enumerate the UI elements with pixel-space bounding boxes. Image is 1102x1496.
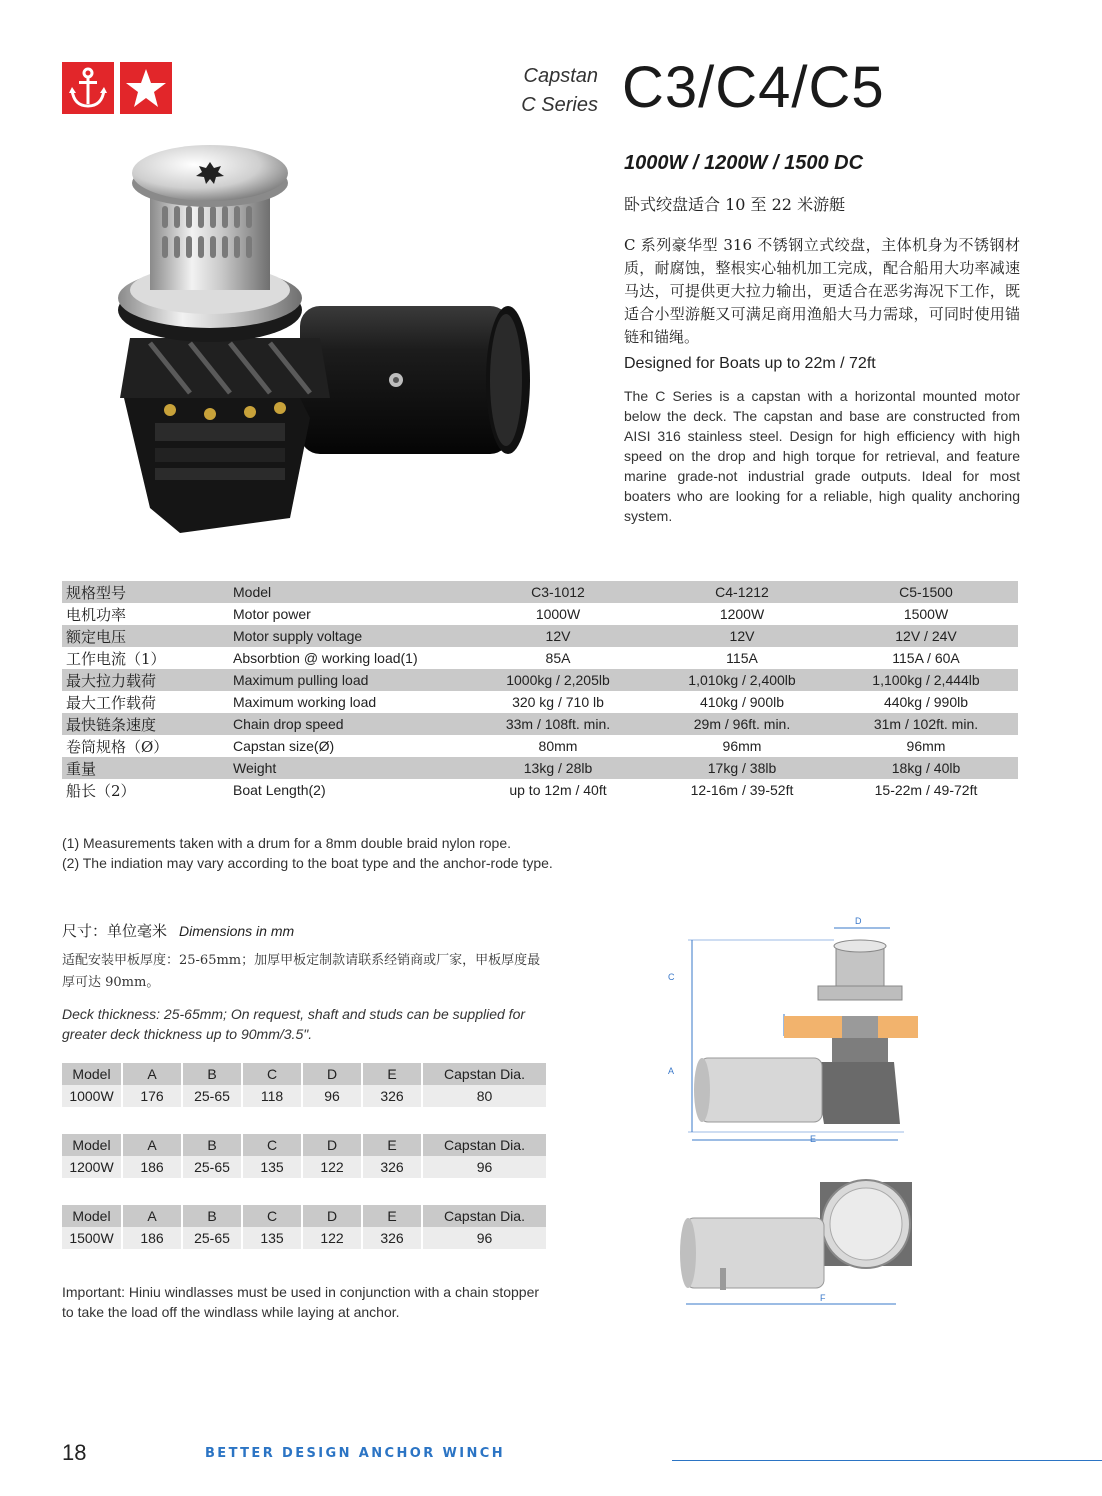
spec-cn-label: 卷筒规格（Ø） — [66, 737, 169, 756]
spec-en-label: Maximum pulling load — [230, 669, 466, 691]
spec-row — [62, 757, 1018, 779]
spec-cn-label: 工作电流（1） — [66, 649, 166, 668]
dimension-header: A — [122, 1063, 182, 1085]
spec-value-c3: 85A — [545, 650, 571, 666]
dimension-header: E — [362, 1134, 422, 1156]
dimension-cell: 326 — [362, 1085, 422, 1107]
series-line-2: C Series — [521, 94, 598, 116]
dimension-header: B — [182, 1134, 242, 1156]
dimension-header-row — [62, 1134, 546, 1156]
spec-value-c4: 1200W — [719, 606, 765, 622]
cn-subtitle: 卧式绞盘适合 10 至 22 米游艇 — [624, 195, 846, 214]
spec-cn-label: 额定电压 — [62, 625, 230, 647]
brand-logo — [62, 62, 172, 114]
spec-value-c5: 12V / 24V — [834, 625, 1018, 647]
dimension-cell: 96 — [422, 1227, 546, 1249]
star-tile — [120, 62, 172, 114]
dimension-header: D — [302, 1205, 362, 1227]
spec-value-c3: 80mm — [538, 738, 578, 754]
dimension-header: Capstan Dia. — [422, 1134, 546, 1156]
spec-row — [62, 625, 1018, 647]
spec-value-c3: 33m / 108ft. min. — [466, 713, 650, 735]
dimensions-heading-cn: 尺寸：单位毫米 — [62, 922, 168, 940]
dimension-cell: 25-65 — [182, 1227, 242, 1249]
dimension-header: B — [182, 1205, 242, 1227]
drawing-label-a: A — [668, 1066, 675, 1076]
dimension-header: A — [122, 1134, 182, 1156]
dimension-drawing — [664, 912, 928, 1322]
dimension-cell: 25-65 — [182, 1156, 242, 1178]
dimension-cell: 96 — [422, 1156, 546, 1178]
spec-value-c4: 115A — [726, 650, 758, 666]
dimension-cell: 186 — [122, 1156, 182, 1178]
spec-value-c5: 15-22m / 49-72ft — [874, 782, 978, 798]
dimension-table-1500w — [62, 1205, 546, 1249]
spec-value-c4: 12-16m / 39-52ft — [690, 782, 794, 798]
spec-cn-label: 规格型号 — [62, 581, 230, 603]
drawing-label-f: F — [820, 1293, 826, 1303]
spec-value-c5: 96mm — [906, 738, 946, 754]
dimension-header: Model — [62, 1063, 122, 1085]
spec-value-c4: 12V — [650, 625, 834, 647]
spec-value-c5: C5-1500 — [834, 581, 1018, 603]
spec-value-c3: 13kg / 28lb — [466, 757, 650, 779]
dimension-cell: 122 — [302, 1156, 362, 1178]
dimension-header: D — [302, 1063, 362, 1085]
series-line-1: Capstan — [523, 65, 598, 87]
dimension-cell: 176 — [122, 1085, 182, 1107]
page-title: C3/C4/C5 — [622, 55, 885, 120]
dimension-cell: 1500W — [62, 1227, 122, 1249]
spec-table — [62, 581, 1018, 801]
footer-tagline: BETTER DESIGN ANCHOR WINCH — [205, 1446, 506, 1461]
spec-row — [62, 713, 1018, 735]
power-rating: 1000W / 1200W / 1500 DC — [624, 152, 864, 174]
spec-cn-label: 最大工作载荷 — [66, 693, 157, 712]
spec-value-c4: C4-1212 — [650, 581, 834, 603]
dimension-cell: 80 — [422, 1085, 546, 1107]
dimension-header: C — [242, 1134, 302, 1156]
spec-value-c4: 17kg / 38lb — [650, 757, 834, 779]
dimension-table-1000w — [62, 1063, 546, 1107]
dimension-header: E — [362, 1205, 422, 1227]
en-description: The C Series is a capstan with a horizontal mounted motor below the deck. The capstan and base are constructed from AISI 316 stainless steel. Design for high efficiency with high speed on the drop and high torque for retrieval, and feature marine grade-not industrial grade outputs. Ideal for most boaters who are looking for a reliable, high quality anchoring system. — [624, 388, 1020, 524]
spec-en-label: Absorbtion @ working load(1) — [233, 650, 418, 666]
capstan-product-image — [110, 128, 540, 548]
cn-description: C 系列豪华型 316 不锈钢立式绞盘，主体机身为不锈钢材质，耐腐蚀，整根实心轴机加工完成，配合船用大功率减速马达，可提供更大拉力输出，更适合在恶劣海况下工作，既适合小型游艇又可满足商用渔船大马力需球，可同时使用锚链和锚绳。 — [624, 236, 1020, 346]
dimension-cell: 25-65 — [182, 1085, 242, 1107]
dimension-cell: 96 — [302, 1085, 362, 1107]
spec-value-c3: 320 kg / 710 lb — [512, 694, 604, 710]
dimension-header: Capstan Dia. — [422, 1205, 546, 1227]
dimension-value-row — [62, 1085, 546, 1107]
spec-value-c4: 29m / 96ft. min. — [650, 713, 834, 735]
dimension-header: Model — [62, 1205, 122, 1227]
spec-value-c5: 115A / 60A — [892, 650, 960, 666]
spec-en-label: Model — [230, 581, 466, 603]
dimensions-heading-en: Dimensions in mm — [179, 923, 295, 939]
dimension-cell: 326 — [362, 1156, 422, 1178]
spec-value-c3: 1000kg / 2,205lb — [466, 669, 650, 691]
dimension-header: C — [242, 1205, 302, 1227]
spec-en-label: Chain drop speed — [230, 713, 466, 735]
star-icon — [124, 66, 168, 110]
dimension-cell: 118 — [242, 1085, 302, 1107]
dimension-cell: 135 — [242, 1156, 302, 1178]
spec-value-c4: 96mm — [722, 738, 762, 754]
dimension-header: C — [242, 1063, 302, 1085]
spec-value-c4: 410kg / 900lb — [699, 694, 785, 710]
footer-divider — [672, 1460, 1102, 1461]
footnote-2: (2) The indiation may vary according to the boat type and the anchor-rode type. — [62, 855, 553, 871]
anchor-tile — [62, 62, 114, 114]
series-label — [480, 62, 598, 120]
spec-value-c4: 1,010kg / 2,400lb — [650, 669, 834, 691]
page-number: 18 — [62, 1440, 87, 1465]
dimension-cell: 122 — [302, 1227, 362, 1249]
spec-en-label: Motor power — [233, 606, 311, 622]
dimension-header: Capstan Dia. — [422, 1063, 546, 1085]
dimension-value-row — [62, 1227, 546, 1249]
dimension-header: A — [122, 1205, 182, 1227]
dimension-table-1200w — [62, 1134, 546, 1178]
anchor-icon — [66, 66, 110, 110]
spec-value-c3: 12V — [466, 625, 650, 647]
drawing-label-d: D — [855, 916, 862, 926]
spec-row — [62, 735, 1018, 757]
spec-row — [62, 647, 1018, 669]
spec-value-c5: 440kg / 990lb — [883, 694, 969, 710]
dimension-header: E — [362, 1063, 422, 1085]
spec-en-label: Maximum working load — [233, 694, 377, 710]
spec-value-c3: C3-1012 — [466, 581, 650, 603]
dimension-value-row — [62, 1156, 546, 1178]
dimension-cell: 135 — [242, 1227, 302, 1249]
dimension-cell: 186 — [122, 1227, 182, 1249]
dimension-cell: 326 — [362, 1227, 422, 1249]
deck-thickness-en: Deck thickness: 25-65mm; On request, shaft and studs can be supplied for greater deck thickness up to 90mm/3.5". — [62, 1006, 526, 1042]
spec-cn-label: 最大拉力载荷 — [62, 669, 230, 691]
drawing-label-c: C — [668, 972, 675, 982]
dimension-cell: 1200W — [62, 1156, 122, 1178]
spec-row — [62, 581, 1018, 603]
spec-row — [62, 691, 1018, 713]
spec-value-c5: 18kg / 40lb — [834, 757, 1018, 779]
dimension-header: B — [182, 1063, 242, 1085]
footnote-1: (1) Measurements taken with a drum for a 8mm double braid nylon rope. — [62, 835, 511, 851]
dimension-header-row — [62, 1205, 546, 1227]
dimension-header-row — [62, 1063, 546, 1085]
dimensions-heading — [62, 920, 294, 941]
important-notice: Important: Hiniu windlasses must be used in conjunction with a chain stopper to take the load off the windlass while laying at anchor. — [62, 1284, 540, 1320]
spec-row — [62, 669, 1018, 691]
spec-en-label: Motor supply voltage — [230, 625, 466, 647]
spec-value-c5: 31m / 102ft. min. — [834, 713, 1018, 735]
spec-cn-label: 重量 — [62, 757, 230, 779]
spec-row — [62, 779, 1018, 801]
dimension-header: Model — [62, 1134, 122, 1156]
spec-cn-label: 电机功率 — [66, 605, 127, 624]
spec-value-c3: 1000W — [535, 606, 581, 622]
spec-cn-label: 船长（2） — [66, 781, 136, 800]
deck-thickness-cn: 适配安装甲板厚度：25-65mm；加厚甲板定制款请联系经销商或厂家，甲板厚度最厚可达 90mm。 — [62, 953, 541, 990]
spec-value-c3: up to 12m / 40ft — [509, 782, 607, 798]
spec-en-label: Capstan size(Ø) — [233, 738, 335, 754]
spec-value-c5: 1500W — [903, 606, 949, 622]
drawing-label-e: E — [810, 1134, 817, 1144]
spec-value-c5: 1,100kg / 2,444lb — [834, 669, 1018, 691]
spec-row — [62, 603, 1018, 625]
footnotes — [62, 833, 553, 873]
en-heading: Designed for Boats up to 22m / 72ft — [624, 355, 876, 372]
spec-en-label: Boat Length(2) — [233, 782, 326, 798]
spec-en-label: Weight — [230, 757, 466, 779]
dimension-cell: 1000W — [62, 1085, 122, 1107]
spec-cn-label: 最快链条速度 — [62, 713, 230, 735]
dimension-header: D — [302, 1134, 362, 1156]
